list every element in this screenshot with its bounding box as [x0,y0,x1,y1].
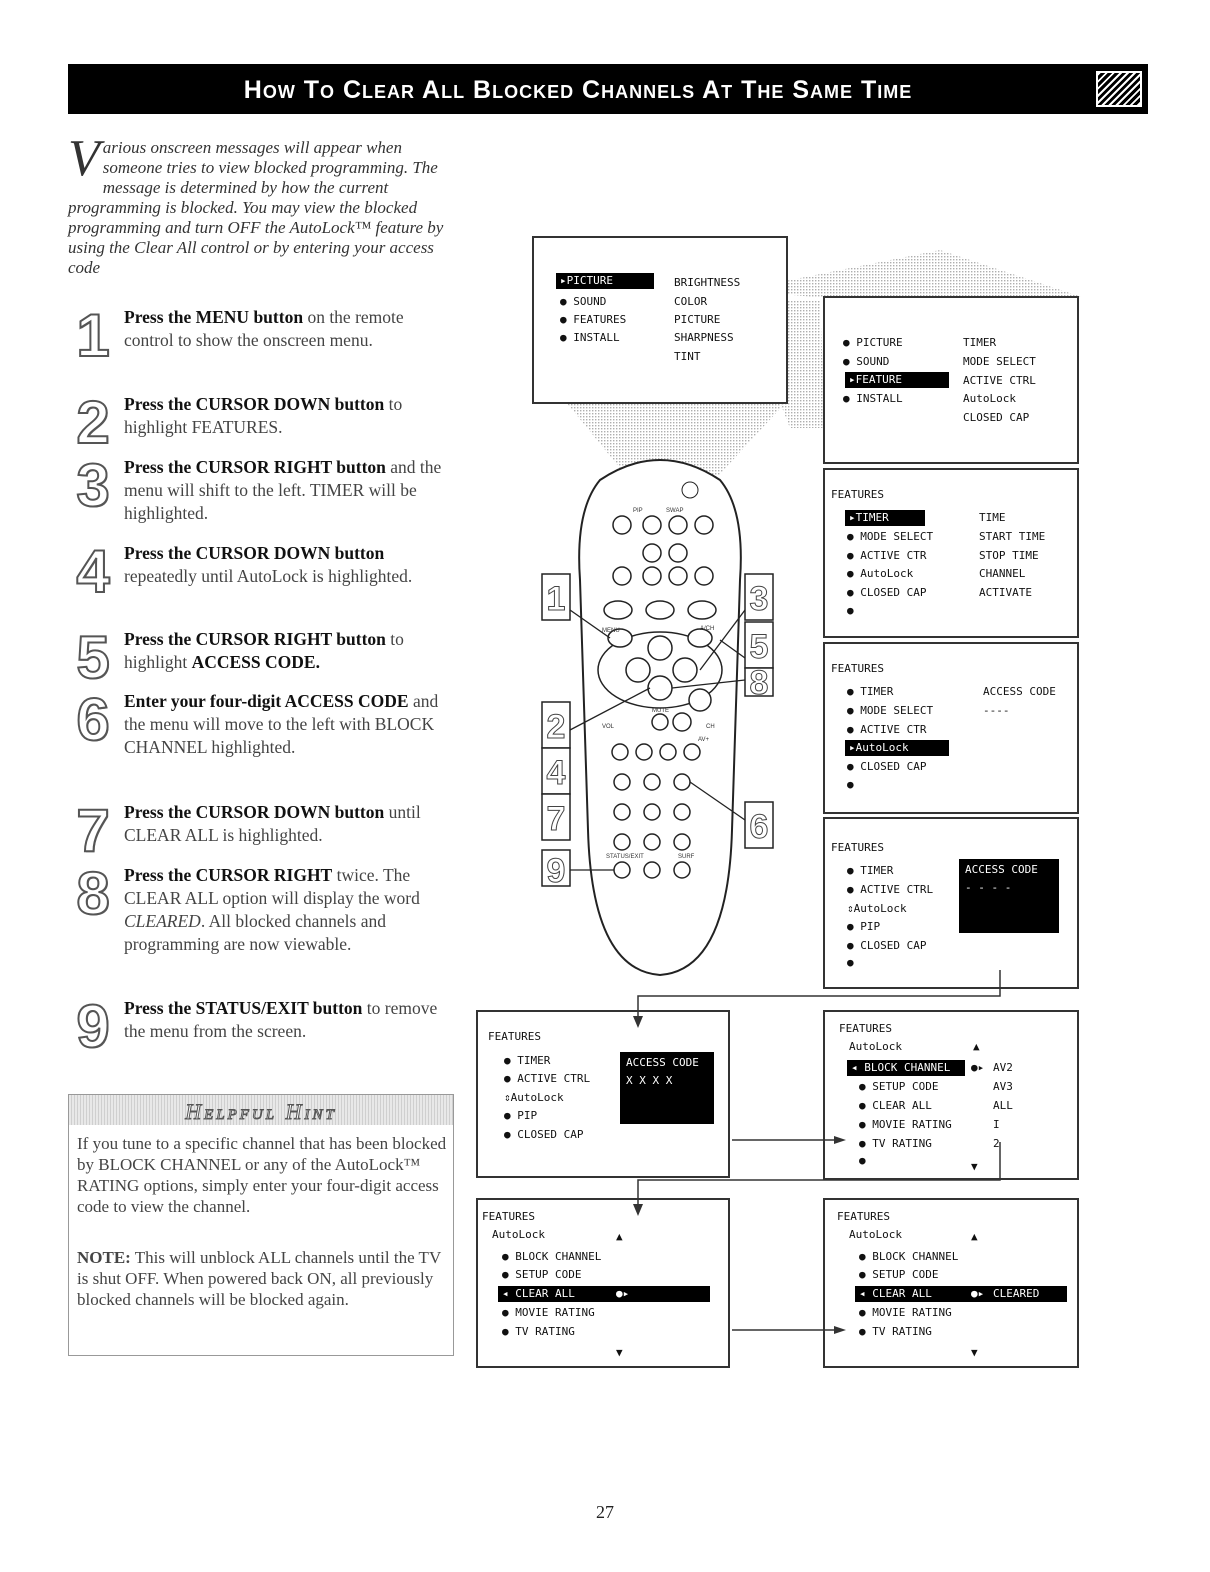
submenu-item: STOP TIME [979,549,1039,562]
step-text [124,628,454,674]
left-arrow-icon: ◂ [859,1287,873,1300]
hint-title: Helpful Hint [185,1099,337,1124]
menu-item: ● MOVIE RATING [502,1306,595,1319]
access-code-label: ACCESS CODE [983,685,1056,698]
cursor-right-button [673,658,697,682]
menu-item: ● MOVIE RATING [859,1118,952,1131]
step-detail: on the remote control to show the onscreen menu. [124,307,404,350]
remote-button [695,567,713,585]
remote-control [540,430,790,990]
digit-6-button [674,804,690,820]
step-6 [68,686,453,785]
menu-item: ● PIP [847,920,881,933]
menu-item-label: CLEAR ALL [872,1099,932,1112]
menu-item-label: CLOSED CAP [860,760,927,773]
menu-item-label: SOUND [573,295,607,308]
menu-item: ● SETUP CODE [859,1268,939,1281]
step-detail-2: . All blocked channels and programming are now viewable. [124,911,386,954]
remote-button [643,544,661,562]
menu-item-label: TIMER [860,685,894,698]
left-arrow-icon: ◂ [502,1287,516,1300]
option-value: 2 [993,1137,1000,1150]
step-9 [68,993,453,1060]
menu-item: ● BLOCK CHANNEL [502,1250,602,1263]
menu-screen-4 [823,642,1079,814]
menu-item: ● MODE SELECT [847,704,934,717]
surf-button [674,862,690,878]
step-text [124,456,454,525]
menu-bullet: ● [847,604,854,617]
step-number: 9 [76,993,110,1060]
access-code-value: ---- [983,704,1010,717]
menu-item-label: BLOCK CHANNEL [872,1250,959,1263]
menu-item-label: ACTIVE CTR [860,549,927,562]
digit-0-button [644,862,660,878]
menu-screen-1 [532,236,788,404]
step-3 [68,452,453,526]
menu-item: ● ACTIVE CTRL [847,883,934,896]
step-action: Press the CURSOR DOWN button [124,802,385,822]
down-arrow-icon: ▼ [971,1160,978,1173]
step-7 [68,797,453,864]
remote-button [684,744,700,760]
page-number: 27 [596,1502,614,1522]
menu-item-label: INSTALL [856,392,903,405]
submenu-item: START TIME [979,530,1046,543]
access-code-label: ACCESS CODE [965,863,1038,876]
button-label: A/CH [700,626,715,632]
step-action-2: ACCESS CODE. [191,652,320,672]
menu-bullet: ● [859,1154,866,1167]
menu-item: CLEAR ALL [872,1287,932,1300]
menu-item: ● INSTALL [560,331,620,344]
option-value: AV3 [993,1080,1013,1093]
digit-5-button [644,804,660,820]
menu-item: ● SETUP CODE [859,1080,939,1093]
callout-number: 6 [749,808,769,846]
digit-9-button [674,834,690,850]
menu-item: ● MODE SELECT [847,530,934,543]
step-action: Press the CURSOR RIGHT button [124,629,386,649]
menu-highlight [845,740,949,756]
menu-item: ● FEATURES [560,313,627,326]
menu-item-label: TV RATING [515,1325,575,1338]
step-detail: and the menu will move to the left with BLOCK CHANNEL highlighted. [124,691,439,757]
menu-item: ● TIMER [847,864,894,877]
menu-item: ● SETUP CODE [502,1268,582,1281]
menu-item: AutoLock [855,741,909,754]
menu-item-label: CLOSED CAP [860,586,927,599]
menu-screen-2 [823,296,1079,464]
menu-item: ● INSTALL [843,392,903,405]
menu-item: ● PICTURE [843,336,903,349]
menu-item: ● PIP [504,1109,538,1122]
menu-item-label: ACTIVE CTRL [517,1072,591,1085]
menu-bullet: ● [847,778,854,791]
updown-icon: ⇕ [847,902,854,915]
button-label: MENU [602,628,620,634]
step-number: 5 [76,624,110,691]
hint-text: If you tune to a specific channel that has been blocked by BLOCK CHANNEL or any of the AutoLock™ RATING options, simply enter your four-digit access code to view the channel. [77,1134,447,1216]
up-arrow-icon: ▲ [971,1230,978,1243]
screen-header: FEATURES [488,1030,541,1043]
cleared-status: CLEARED [993,1287,1040,1300]
pointer-icon: ●▸ [971,1287,985,1300]
callout-number: 2 [546,708,566,746]
page-title: How To Clear All Blocked Channels At The Same Time [243,76,913,104]
step-detail: to highlight FEATURES. [124,394,403,437]
helpful-hint-box [68,1094,454,1356]
step-text [124,997,454,1043]
step-2 [68,389,453,456]
arrowhead [633,1016,643,1028]
screen-header: FEATURES [839,1022,892,1035]
left-arrow-icon: ◂ [851,1061,865,1074]
step-detail: until CLEAR ALL is highlighted. [124,802,421,845]
menu-item-label: ACTIVE CTR [860,723,927,736]
step-action: Press the MENU button [124,307,304,327]
menu-item: ● TV RATING [859,1325,932,1338]
menu-item-label: MOVIE RATING [515,1306,595,1319]
option-value: I [993,1118,1000,1131]
digit-8-button [644,834,660,850]
arrowhead [834,1326,846,1334]
button-label: PIP [633,508,643,514]
remote-button [643,516,661,534]
step-text [124,542,454,588]
mute-button [652,714,668,730]
remote-button [669,567,687,585]
menu-item: ● CLEAR ALL [859,1099,932,1112]
button-label: SURF [678,854,695,860]
menu-item: CLEAR ALL [515,1287,575,1300]
menu-item-label: CLOSED CAP [517,1128,584,1141]
screen-subheader: AutoLock [849,1228,902,1241]
up-arrow-icon: ▲ [616,1230,623,1243]
callout-number: 5 [749,628,769,666]
access-code-label: ACCESS CODE [626,1056,699,1069]
remote-button [646,601,674,619]
step-detail: and the menu will shift to the left. TIMER will be highlighted. [124,457,442,523]
button-label: MUTE [652,708,669,714]
pointer-icon: ▸ [849,511,856,524]
submenu-item: ACTIVE CTRL [963,374,1036,387]
menu-item: ● AutoLock [847,567,914,580]
menu-item-label: MOVIE RATING [872,1306,952,1319]
remote-button [643,567,661,585]
menu-item-label: TV RATING [872,1325,932,1338]
arrow-screen7-to-8 [638,1142,1000,1210]
menu-item-label: TV RATING [872,1137,932,1150]
menu-item-label: FEATURES [573,313,627,326]
screen-header: FEATURES [831,662,884,675]
menu-item: ● MOVIE RATING [859,1306,952,1319]
menu-item-label: CLOSED CAP [860,939,927,952]
button-label: AV+ [698,737,710,743]
callout-number: 9 [546,852,566,890]
status-exit-button [614,862,630,878]
step-text [124,393,454,439]
step-text [124,801,454,847]
channel-down-button [673,713,691,731]
menu-item: ● ACTIVE CTR [847,549,927,562]
menu-highlight [556,273,654,289]
menu-item: ● SOUND [843,355,890,368]
submenu-item: TIME [979,511,1006,524]
menu-bullet: ● [847,956,854,969]
submenu-item: AutoLock [963,392,1016,405]
menu-item: ● TIMER [847,685,894,698]
digit-4-button [614,804,630,820]
step-detail: to highlight [124,629,404,672]
menu-item-label: AutoLock [853,902,907,915]
menu-item: TIMER [855,511,889,524]
menu-item: ● TV RATING [502,1325,575,1338]
menu-item-label: SETUP CODE [872,1268,939,1281]
remote-button [636,744,652,760]
menu-item-label: PIP [860,920,881,933]
menu-screen-3 [823,468,1079,638]
remote-button [669,544,687,562]
menu-item [847,902,907,916]
pointer-icon: ●▸ [971,1061,985,1074]
remote-button [669,516,687,534]
menu-item-label: MODE SELECT [860,704,934,717]
screen-header: FEATURES [831,841,884,854]
menu-item-label: AutoLock [860,567,914,580]
access-code-value: X X X X [626,1074,673,1087]
remote-button [604,601,632,619]
menu-item-label: PICTURE [856,336,903,349]
digit-3-button [674,774,690,790]
arrowhead [834,1136,846,1144]
submenu-item: BRIGHTNESS [674,276,741,289]
menu-item-label: AutoLock [510,1091,564,1104]
digit-7-button [614,834,630,850]
step-4 [68,538,453,612]
step-number: 6 [76,686,110,753]
remote-button [688,601,716,619]
menu-item: ● ACTIVE CTR [847,723,927,736]
step-text [124,306,454,352]
remote-button [612,744,628,760]
menu-item: ● ACTIVE CTRL [504,1072,591,1085]
submenu-item: CHANNEL [979,567,1026,580]
step-number: 3 [76,452,110,519]
button-label: VOL [602,724,615,730]
menu-item-label: INSTALL [573,331,620,344]
channel-up-button [689,689,711,711]
note-text: This will unblock ALL channels until the TV is shut OFF. When powered back ON, all previously blocked channels will be blocked again. [77,1248,441,1309]
cursor-up-button [648,636,672,660]
step-detail: twice. The CLEAR ALL option will display the word [124,865,420,908]
menu-item-label: BLOCK CHANNEL [515,1250,602,1263]
menu-item-label: SETUP CODE [515,1268,582,1281]
callout-number: 3 [749,580,769,618]
menu-item: ● TV RATING [859,1137,932,1150]
pointer-icon: ▸ [849,741,856,754]
note-label: NOTE: [77,1248,131,1267]
callout-number: 8 [749,664,769,702]
up-arrow-icon: ▲ [973,1040,980,1053]
menu-item: ● CLOSED CAP [847,586,927,599]
menu-highlight [845,510,925,526]
cursor-left-button [626,658,650,682]
menu-item-label: TIMER [860,864,894,877]
arrowhead [633,1204,643,1216]
menu-item: BLOCK CHANNEL [864,1061,951,1074]
down-arrow-icon: ▼ [616,1346,623,1359]
menu-item: ● CLOSED CAP [847,939,927,952]
menu-item-label: SOUND [856,355,890,368]
access-code-value: - - - - [965,881,1012,894]
power-button [682,482,698,498]
menu-item-label: TIMER [517,1054,551,1067]
title-bar [68,64,1148,114]
step-text [124,690,454,759]
menu-item-label: SETUP CODE [872,1080,939,1093]
hint-note [77,1247,449,1310]
submenu-item: TINT [674,350,701,363]
step-action: Press the CURSOR DOWN button [124,543,385,563]
step-number: 1 [76,302,110,369]
step-number: 4 [76,538,110,605]
step-detail: to remove the menu from the screen. [124,998,438,1041]
screen-subheader: AutoLock [849,1040,902,1053]
remote-button [613,567,631,585]
remote-button [695,516,713,534]
menu-item: ● CLOSED CAP [847,760,927,773]
menu-item-label: ACTIVE CTRL [860,883,934,896]
submenu-item: COLOR [674,295,708,308]
step-1 [68,302,453,376]
submenu-item: TIMER [963,336,997,349]
submenu-item: CLOSED CAP [963,411,1030,424]
pointer-icon: ●▸ [616,1287,630,1300]
access-code-box [959,859,1059,933]
button-label: SWAP [666,508,684,514]
step-action: Press the CURSOR RIGHT button [124,457,386,477]
intro-dropcap: V [68,130,100,187]
option-value: ALL [993,1099,1013,1112]
step-emphasis: CLEARED [124,911,201,931]
digit-2-button [644,774,660,790]
menu-item: ● SOUND [560,295,607,308]
callout-number: 1 [546,580,566,618]
step-text [124,864,454,956]
menu-highlight [845,372,949,388]
submenu-item: PICTURE [674,313,721,326]
screen-header: FEATURES [831,488,884,501]
submenu-item: ACTIVATE [979,586,1032,599]
connector-arrows [470,960,1090,1380]
remote-button [613,516,631,534]
down-arrow-icon: ▼ [971,1346,978,1359]
step-8 [68,860,453,984]
screen-subheader: AutoLock [492,1228,545,1241]
step-number: 7 [76,797,110,864]
menu-item-label: MODE SELECT [860,530,934,543]
step-number: 8 [76,860,110,927]
submenu-item: SHARPNESS [674,331,734,344]
screen-header: FEATURES [837,1210,890,1223]
pointer-icon: ▸ [560,274,567,287]
tv-icon [1096,71,1142,107]
screen-header: FEATURES [482,1210,535,1223]
menu-item-label: PIP [517,1109,538,1122]
menu-item-label: MOVIE RATING [872,1118,952,1131]
callout-number: 7 [546,800,566,838]
menu-item: ● BLOCK CHANNEL [859,1250,959,1263]
intro-text: arious onscreen messages will appear when someone tries to view blocked programming. The message is determined by how the current programming is blocked. You may view the blocked programming and turn OFF the AutoLock™ feature by using the Clear All control or by entering your access code [68,138,444,277]
button-label: STATUS/EXIT [606,854,644,860]
step-action: Press the STATUS/EXIT button [124,998,363,1018]
step-detail: repeatedly until AutoLock is highlighted. [124,566,413,586]
option-value: AV2 [993,1061,1013,1074]
step-5 [68,624,453,691]
step-number: 2 [76,389,110,456]
step-action: Press the CURSOR DOWN button [124,394,385,414]
step-action: Press the CURSOR RIGHT [124,865,333,885]
digit-1-button [614,774,630,790]
menu-item: PICTURE [566,274,613,287]
submenu-item: MODE SELECT [963,355,1036,368]
menu-item: FEATURE [855,373,902,386]
intro-paragraph [68,130,453,278]
cursor-down-button [648,676,672,700]
remote-button [660,744,676,760]
menu-item: ● TIMER [504,1054,551,1067]
menu-item: ● CLOSED CAP [504,1128,584,1141]
updown-icon: ⇕ [504,1091,511,1104]
pointer-icon: ▸ [849,373,856,386]
callout-number: 4 [546,754,566,792]
step-action: Enter your four-digit ACCESS CODE [124,691,409,711]
button-label: CH [706,724,715,730]
